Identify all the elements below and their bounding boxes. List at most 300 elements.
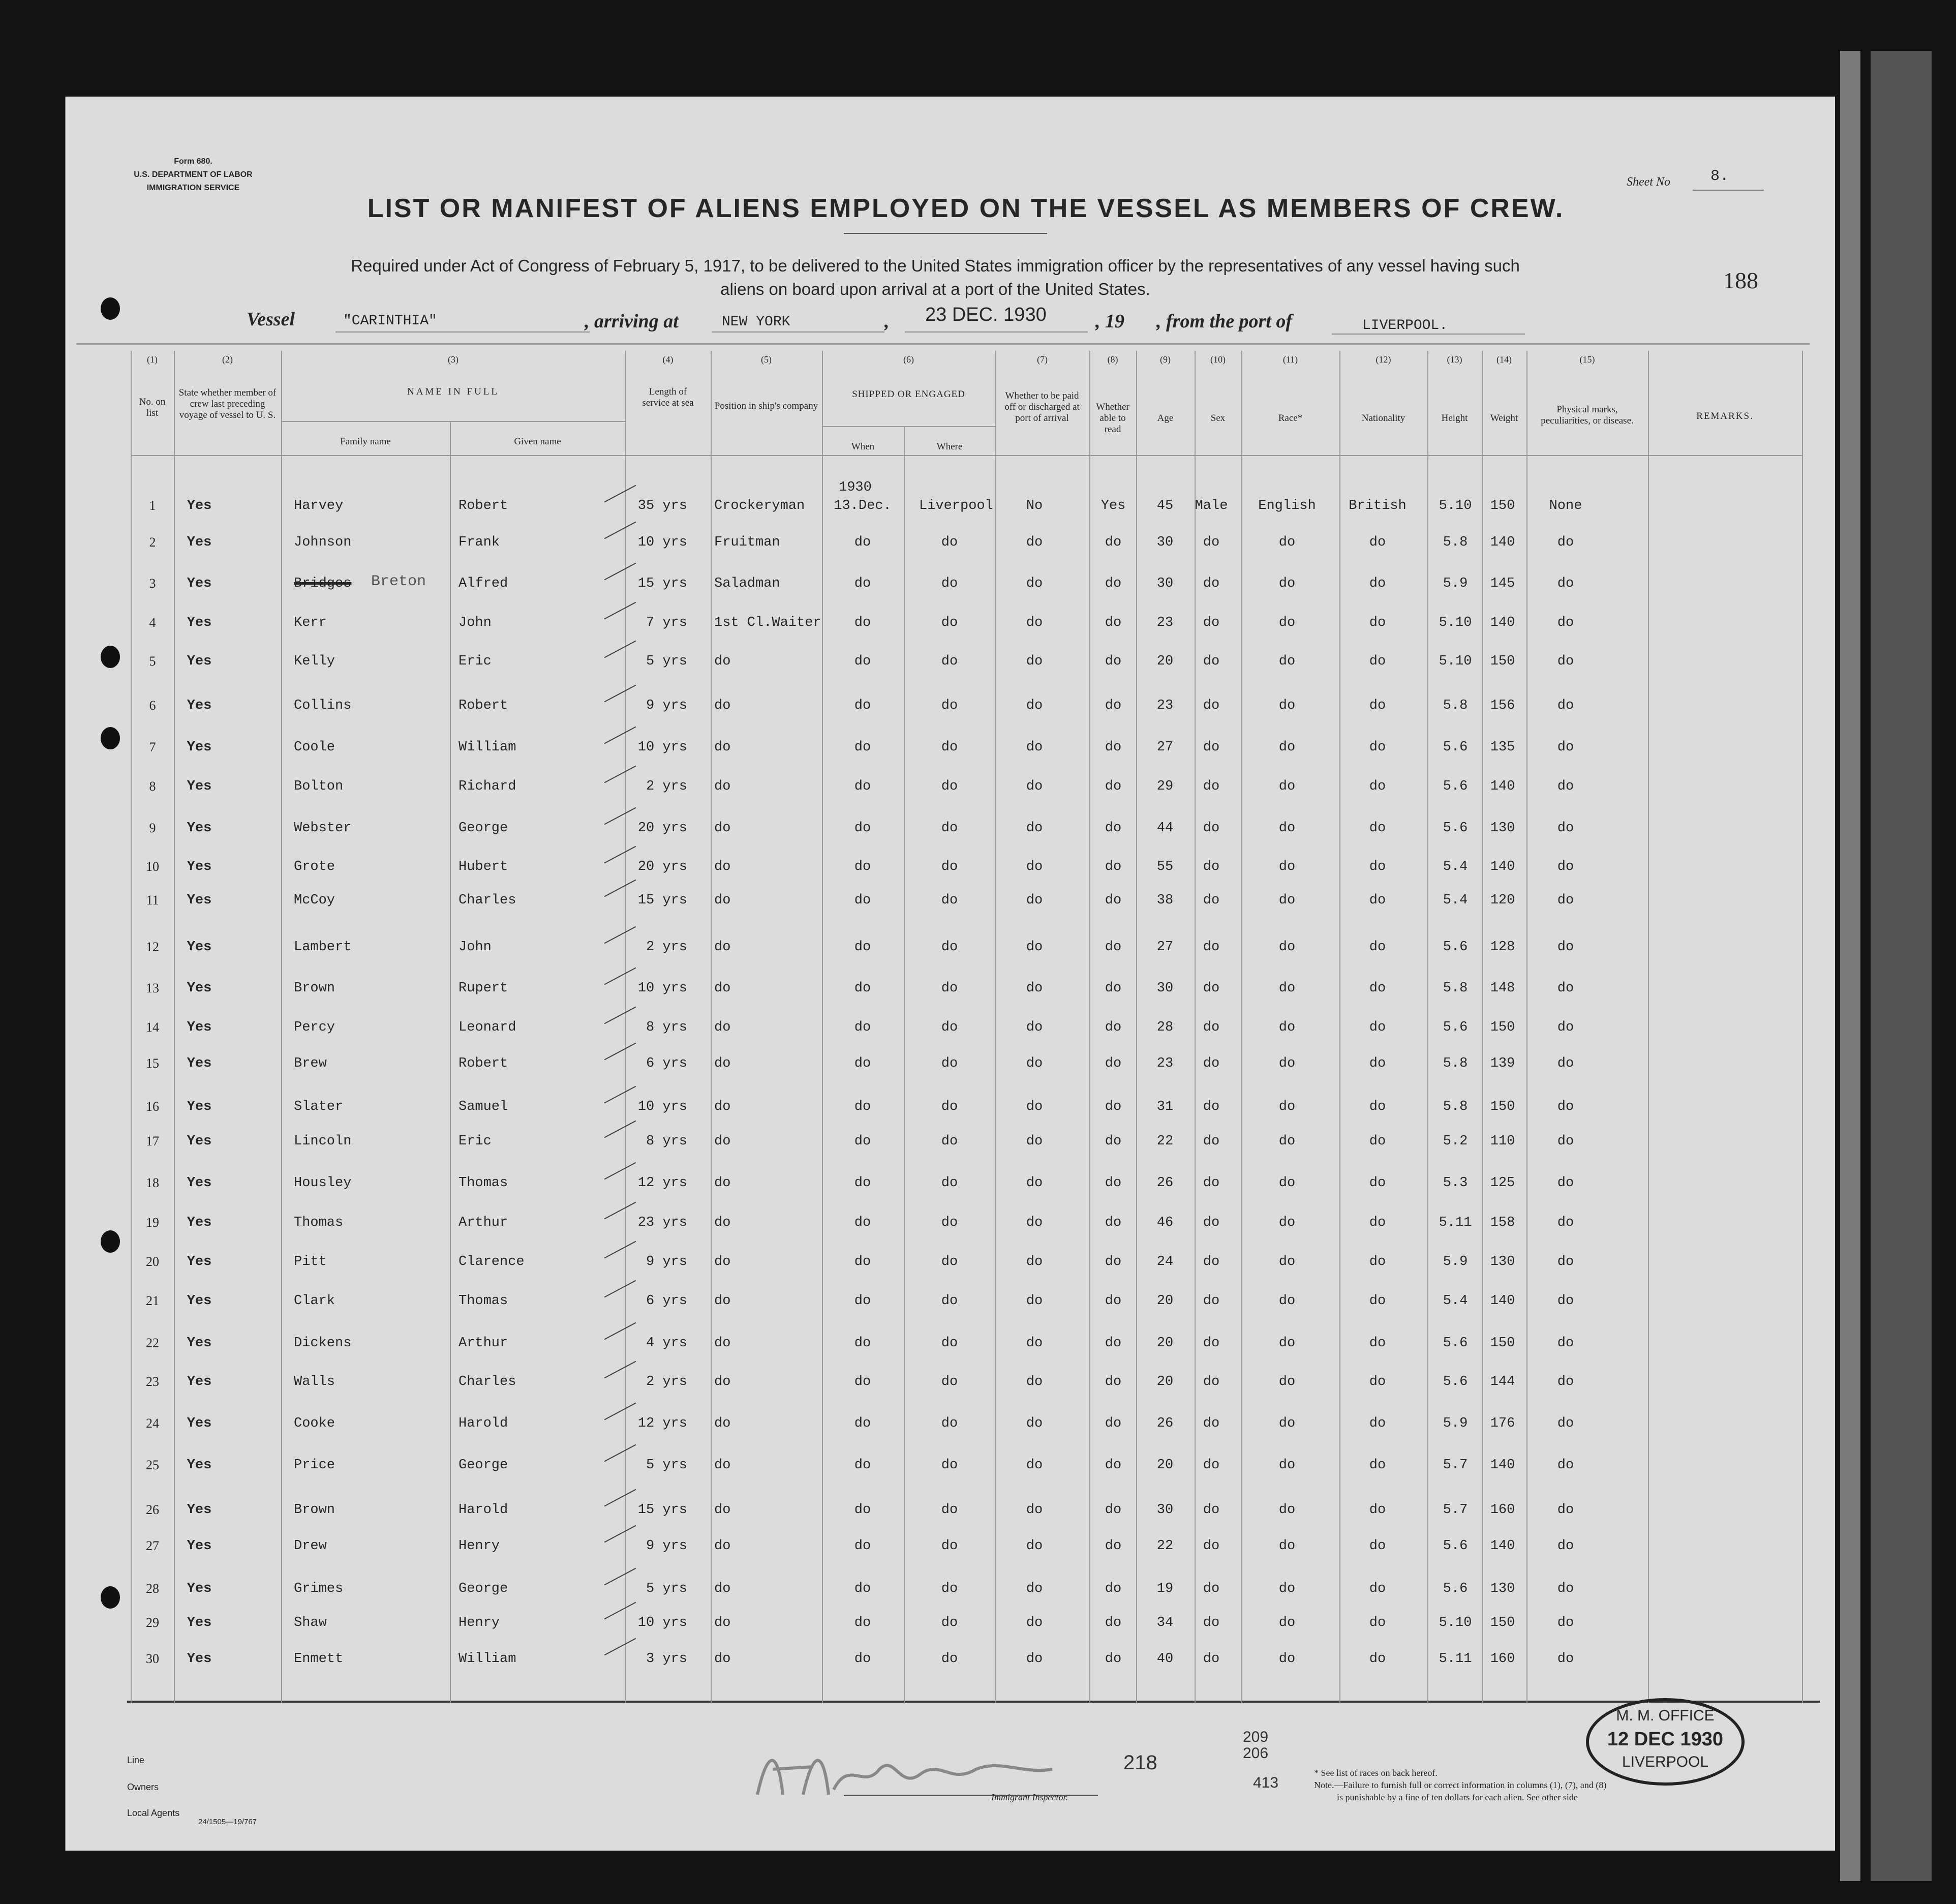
weight: 156 [1490, 698, 1515, 713]
family-name: Drew [294, 1538, 327, 1554]
footer-line-label: Line [127, 1755, 145, 1765]
weight: 158 [1490, 1215, 1515, 1230]
weight: 150 [1490, 1020, 1515, 1035]
crew-member-flag: Yes [187, 1020, 212, 1035]
nationality: do [1369, 1293, 1386, 1309]
engaged-when: do [854, 1538, 871, 1554]
ship-position: do [714, 1581, 731, 1596]
tally-number: 206 [1243, 1745, 1269, 1762]
row-number: 14 [146, 1020, 159, 1035]
engaged-where: do [941, 1416, 958, 1431]
paid-off: do [1026, 1056, 1043, 1071]
age: 23 [1156, 1056, 1174, 1071]
service-length: 23 yrs [637, 1215, 687, 1230]
able-to-read: do [1105, 1254, 1122, 1270]
service-length: 15 yrs [637, 1502, 687, 1518]
age: 20 [1156, 1374, 1174, 1389]
service-length: 3 yrs [646, 1651, 687, 1667]
engaged-where: do [941, 981, 958, 996]
weight: 150 [1490, 498, 1515, 513]
able-to-read: do [1105, 859, 1122, 874]
paid-off: do [1026, 1458, 1043, 1473]
year-label: , 19 [1095, 311, 1124, 332]
engaged-where: do [941, 740, 958, 755]
row-number: 18 [146, 1175, 159, 1190]
crew-member-flag: Yes [187, 1175, 212, 1191]
paid-off: do [1026, 1538, 1043, 1554]
physical-marks: do [1557, 940, 1574, 955]
able-to-read: do [1105, 1099, 1122, 1114]
nationality: do [1369, 576, 1386, 591]
engaged-where: Liverpool [919, 498, 993, 513]
family-name: Dickens [294, 1336, 352, 1351]
service-length: 35 yrs [637, 498, 687, 513]
row-number: 24 [146, 1416, 159, 1431]
family-name: Lincoln [294, 1134, 352, 1149]
physical-marks: do [1557, 1374, 1574, 1389]
ship-position: do [714, 1416, 731, 1431]
engaged-when: do [854, 1020, 871, 1035]
physical-marks: do [1557, 779, 1574, 794]
age: 31 [1156, 1099, 1174, 1114]
age: 20 [1156, 654, 1174, 669]
race: do [1278, 1293, 1296, 1309]
service-length: 4 yrs [646, 1336, 687, 1351]
crew-member-flag: Yes [187, 1538, 212, 1554]
ship-position: do [714, 859, 731, 874]
able-to-read: do [1105, 1651, 1122, 1667]
race: do [1278, 1502, 1296, 1518]
engaged-when: do [854, 940, 871, 955]
physical-marks: do [1557, 1099, 1574, 1114]
row-number: 22 [146, 1336, 159, 1350]
vessel-name: "CARINTHIA" [343, 313, 437, 329]
weight: 140 [1490, 1293, 1515, 1309]
family-name: Brew [294, 1056, 327, 1071]
sex: do [1203, 981, 1220, 996]
height: 5.10 [1439, 654, 1472, 669]
crew-member-flag: Yes [187, 821, 212, 836]
age: 26 [1156, 1175, 1174, 1191]
able-to-read: do [1105, 1458, 1122, 1473]
arriving-label: , arriving at [585, 311, 679, 332]
header-physical-marks: Physical marks, peculiarities, or disease. [1541, 404, 1634, 426]
ship-position: do [714, 1651, 731, 1667]
punch-hole [101, 727, 120, 749]
service-length: 6 yrs [646, 1056, 687, 1071]
paid-off: do [1026, 1293, 1043, 1309]
column-divider [1648, 351, 1649, 1703]
family-name: Shaw [294, 1615, 327, 1630]
family-name: Kelly [294, 654, 335, 669]
weight: 145 [1490, 576, 1515, 591]
nationality: do [1369, 1615, 1386, 1630]
physical-marks: do [1557, 893, 1574, 908]
physical-marks: do [1557, 859, 1574, 874]
header-where: Where [936, 441, 963, 452]
family-name: Grimes [294, 1581, 344, 1596]
age: 30 [1156, 535, 1174, 550]
row-number: 12 [146, 940, 159, 954]
given-name: Henry [459, 1538, 500, 1554]
weight: 144 [1490, 1374, 1515, 1389]
service-length: 10 yrs [637, 1615, 687, 1630]
ship-position: do [714, 779, 731, 794]
engaged-where: do [941, 1336, 958, 1351]
row-number: 29 [146, 1615, 159, 1630]
engaged-where: do [941, 1099, 958, 1114]
age: 30 [1156, 981, 1174, 996]
vessel-label: Vessel [247, 309, 295, 330]
sex: do [1203, 698, 1220, 713]
paid-off: do [1026, 821, 1043, 836]
service-length: 6 yrs [646, 1293, 687, 1309]
footer-agents-label: Local Agents [127, 1808, 180, 1818]
ship-position: do [714, 654, 731, 669]
column-divider [281, 351, 282, 1703]
nationality: do [1369, 1134, 1386, 1149]
engaged-when: do [854, 1651, 871, 1667]
nationality: do [1369, 1538, 1386, 1554]
fill-line [335, 331, 590, 333]
nationality: do [1369, 1056, 1386, 1071]
engaged-when: do [854, 893, 871, 908]
crew-member-flag: Yes [187, 615, 212, 630]
family-name: Price [294, 1458, 335, 1473]
physical-marks: do [1557, 1056, 1574, 1071]
age: 30 [1156, 576, 1174, 591]
header-shipped-or-engaged: SHIPPED OR ENGAGED [852, 389, 965, 400]
race: do [1278, 1056, 1296, 1071]
crew-member-flag: Yes [187, 498, 212, 513]
nationality: do [1369, 1099, 1386, 1114]
given-name: Rupert [459, 981, 508, 996]
header-name-in-full: NAME IN FULL [407, 386, 499, 397]
engaged-where: do [941, 1056, 958, 1071]
ship-position: do [714, 698, 731, 713]
given-name: Harold [459, 1416, 508, 1431]
race: do [1278, 615, 1296, 630]
column-divider [1339, 351, 1340, 1703]
nationality: do [1369, 615, 1386, 630]
crew-member-flag: Yes [187, 1502, 212, 1518]
nationality: do [1369, 1416, 1386, 1431]
office-stamp [1586, 1698, 1745, 1786]
sex: do [1203, 1056, 1220, 1071]
engaged-when: do [854, 1374, 871, 1389]
sex: do [1203, 1416, 1220, 1431]
header-able-to-read: Whether able to read [1096, 402, 1129, 435]
nationality: do [1369, 1651, 1386, 1667]
fill-line [905, 331, 1088, 333]
given-name: Alfred [459, 576, 508, 591]
crew-member-flag: Yes [187, 654, 212, 669]
arrival-port: NEW YORK [722, 314, 790, 330]
row-number: 27 [146, 1538, 159, 1553]
engaged-where: do [941, 940, 958, 955]
engaged-when: do [854, 535, 871, 550]
able-to-read: do [1105, 779, 1122, 794]
footer-owners-label: Owners [127, 1782, 159, 1792]
age: 28 [1156, 1020, 1174, 1035]
height: 5.9 [1443, 1416, 1468, 1431]
ship-position: do [714, 1099, 731, 1114]
sex: do [1203, 1175, 1220, 1191]
fill-line [712, 331, 884, 333]
physical-marks: do [1557, 576, 1574, 591]
age: 27 [1156, 940, 1174, 955]
crew-member-flag: Yes [187, 779, 212, 794]
given-name: Eric [459, 654, 492, 669]
weight: 128 [1490, 940, 1515, 955]
height: 5.2 [1443, 1134, 1468, 1149]
crew-member-flag: Yes [187, 859, 212, 874]
height: 5.4 [1443, 1293, 1468, 1309]
height: 5.6 [1443, 740, 1468, 755]
header-position: Position in ship's company [714, 401, 818, 411]
paid-off: do [1026, 1254, 1043, 1270]
weight: 148 [1490, 981, 1515, 996]
engaged-where: do [941, 576, 958, 591]
engaged-where: do [941, 1458, 958, 1473]
column-number: (14) [1496, 354, 1512, 365]
engaged-when: do [854, 1581, 871, 1596]
paid-off: No [1026, 498, 1043, 513]
form-code: 24/1505—19/767 [198, 1818, 257, 1826]
sex: do [1203, 1336, 1220, 1351]
engaged-where: do [941, 1502, 958, 1518]
race: do [1278, 1099, 1296, 1114]
physical-marks: do [1557, 1458, 1574, 1473]
column-divider [822, 351, 823, 1703]
height: 5.7 [1443, 1502, 1468, 1518]
height: 5.6 [1443, 940, 1468, 955]
family-name: Bolton [294, 779, 344, 794]
engaged-where: do [941, 1581, 958, 1596]
engaged-when: do [854, 1416, 871, 1431]
row-number: 3 [149, 576, 156, 591]
paid-off: do [1026, 1336, 1043, 1351]
age: 20 [1156, 1336, 1174, 1351]
service-length: 2 yrs [646, 940, 687, 955]
nationality: do [1369, 740, 1386, 755]
physical-marks: do [1557, 1175, 1574, 1191]
engaged-where: do [941, 1538, 958, 1554]
crew-member-flag: Yes [187, 1134, 212, 1149]
given-name: John [459, 940, 492, 955]
race: do [1278, 1651, 1296, 1667]
nationality: do [1369, 859, 1386, 874]
physical-marks: do [1557, 1215, 1574, 1230]
physical-marks: do [1557, 1502, 1574, 1518]
engaged-where: do [941, 1615, 958, 1630]
engaged-when: do [854, 1293, 871, 1309]
stamp-date: 12 DEC 1930 [1607, 1729, 1724, 1750]
nationality: do [1369, 1254, 1386, 1270]
weight: 120 [1490, 893, 1515, 908]
able-to-read: do [1105, 535, 1122, 550]
height: 5.6 [1443, 1336, 1468, 1351]
age: 34 [1156, 1615, 1174, 1630]
given-name: Samuel [459, 1099, 508, 1114]
height: 5.9 [1443, 576, 1468, 591]
age: 27 [1156, 740, 1174, 755]
row-number: 11 [146, 893, 159, 908]
service-length: 7 yrs [646, 615, 687, 630]
weight: 130 [1490, 1581, 1515, 1596]
sex: do [1203, 1502, 1220, 1518]
age: 38 [1156, 893, 1174, 908]
sex: do [1203, 654, 1220, 669]
column-number: (5) [761, 354, 772, 365]
sex: do [1203, 1538, 1220, 1554]
given-name: Arthur [459, 1336, 508, 1351]
height: 5.6 [1443, 1374, 1468, 1389]
age: 55 [1156, 859, 1174, 874]
crew-member-flag: Yes [187, 1293, 212, 1309]
ship-position: Saladman [714, 576, 780, 591]
age: 19 [1156, 1581, 1174, 1596]
header-given-name: Given name [514, 436, 561, 447]
row-number: 16 [146, 1099, 159, 1114]
able-to-read: do [1105, 698, 1122, 713]
race: do [1278, 893, 1296, 908]
family-name: Lambert [294, 940, 352, 955]
page-number: 188 [1723, 267, 1758, 293]
nationality: British [1349, 498, 1407, 513]
header-age: Age [1157, 413, 1174, 424]
age: 40 [1156, 1651, 1174, 1667]
given-name: Hubert [459, 859, 508, 874]
race: do [1278, 535, 1296, 550]
family-name: Bridges [294, 576, 352, 591]
nationality: do [1369, 698, 1386, 713]
engaged-when: 13.Dec. [834, 498, 892, 513]
able-to-read: do [1105, 1374, 1122, 1389]
weight: 130 [1490, 821, 1515, 836]
from-label: , from the port of [1156, 311, 1293, 332]
physical-marks: do [1557, 740, 1574, 755]
age: 23 [1156, 698, 1174, 713]
page-subtitle [234, 254, 1637, 301]
header-nationality: Nationality [1361, 413, 1405, 424]
sex: do [1203, 1581, 1220, 1596]
physical-marks: do [1557, 1416, 1574, 1431]
sex: do [1203, 779, 1220, 794]
engaged-where: do [941, 698, 958, 713]
given-name: William [459, 1651, 516, 1667]
engaged-where: do [941, 654, 958, 669]
page-title: LIST OR MANIFEST OF ALIENS EMPLOYED ON THE VESSEL AS MEMBERS OF CREW. [367, 194, 1565, 223]
service-length: 9 yrs [646, 698, 687, 713]
ship-position: do [714, 1020, 731, 1035]
header-race: Race* [1278, 413, 1303, 424]
row-number: 10 [146, 859, 159, 874]
row-number: 6 [149, 698, 156, 713]
engaged-when: do [854, 859, 871, 874]
row-number: 17 [146, 1134, 159, 1149]
crew-member-flag: Yes [187, 1215, 212, 1230]
column-number: (8) [1107, 354, 1118, 365]
punch-hole [101, 646, 120, 668]
engaged-where: do [941, 1175, 958, 1191]
race: do [1278, 740, 1296, 755]
physical-marks: do [1557, 821, 1574, 836]
race: do [1278, 1254, 1296, 1270]
weight: 160 [1490, 1502, 1515, 1518]
service-length: 5 yrs [646, 654, 687, 669]
nationality: do [1369, 821, 1386, 836]
sheet-number: 8. [1710, 168, 1729, 185]
weight: 150 [1490, 654, 1515, 669]
ship-position: 1st Cl.Waiter [714, 615, 821, 630]
able-to-read: do [1105, 576, 1122, 591]
given-name: George [459, 821, 508, 836]
race: do [1278, 821, 1296, 836]
family-name: Brown [294, 981, 335, 996]
given-name: Robert [459, 698, 508, 713]
ship-position: do [714, 1254, 731, 1270]
service-length: 10 yrs [637, 981, 687, 996]
race: do [1278, 859, 1296, 874]
engaged-where: do [941, 821, 958, 836]
punch-hole [101, 1230, 120, 1253]
age: 22 [1156, 1538, 1174, 1554]
service-length: 15 yrs [637, 893, 687, 908]
departure-port: LIVERPOOL. [1362, 318, 1448, 334]
age: 22 [1156, 1134, 1174, 1149]
height: 5.6 [1443, 1538, 1468, 1554]
engaged-when: do [854, 698, 871, 713]
row-number: 21 [146, 1293, 159, 1308]
service-length: 9 yrs [646, 1254, 687, 1270]
able-to-read: do [1105, 1020, 1122, 1035]
service-length: 2 yrs [646, 779, 687, 794]
able-to-read: do [1105, 1538, 1122, 1554]
ship-position: do [714, 1134, 731, 1149]
form-identifier [117, 155, 269, 195]
paid-off: do [1026, 940, 1043, 955]
paid-off: do [1026, 1134, 1043, 1149]
crew-member-flag: Yes [187, 535, 212, 550]
column-divider [711, 351, 712, 1703]
family-name: Webster [294, 821, 352, 836]
race: do [1278, 698, 1296, 713]
arrival-date: 23 DEC. 1930 [925, 304, 1047, 325]
physical-marks: do [1557, 1293, 1574, 1309]
height: 5.8 [1443, 1056, 1468, 1071]
race: do [1278, 1020, 1296, 1035]
row-divider [822, 426, 995, 427]
column-divider [904, 427, 905, 1703]
family-name: Housley [294, 1175, 352, 1191]
height: 5.8 [1443, 981, 1468, 996]
paid-off: do [1026, 1502, 1043, 1518]
engaged-year: 1930 [839, 480, 872, 495]
race: do [1278, 1336, 1296, 1351]
crew-member-flag: Yes [187, 1416, 212, 1431]
nationality: do [1369, 981, 1386, 996]
engaged-when: do [854, 981, 871, 996]
family-name: Enmett [294, 1651, 344, 1667]
paid-off: do [1026, 981, 1043, 996]
stamp-port: LIVERPOOL [1622, 1754, 1709, 1770]
physical-marks: do [1557, 1581, 1574, 1596]
race: do [1278, 1416, 1296, 1431]
crew-member-flag: Yes [187, 1099, 212, 1114]
column-number: (6) [903, 354, 914, 365]
weight: 140 [1490, 779, 1515, 794]
